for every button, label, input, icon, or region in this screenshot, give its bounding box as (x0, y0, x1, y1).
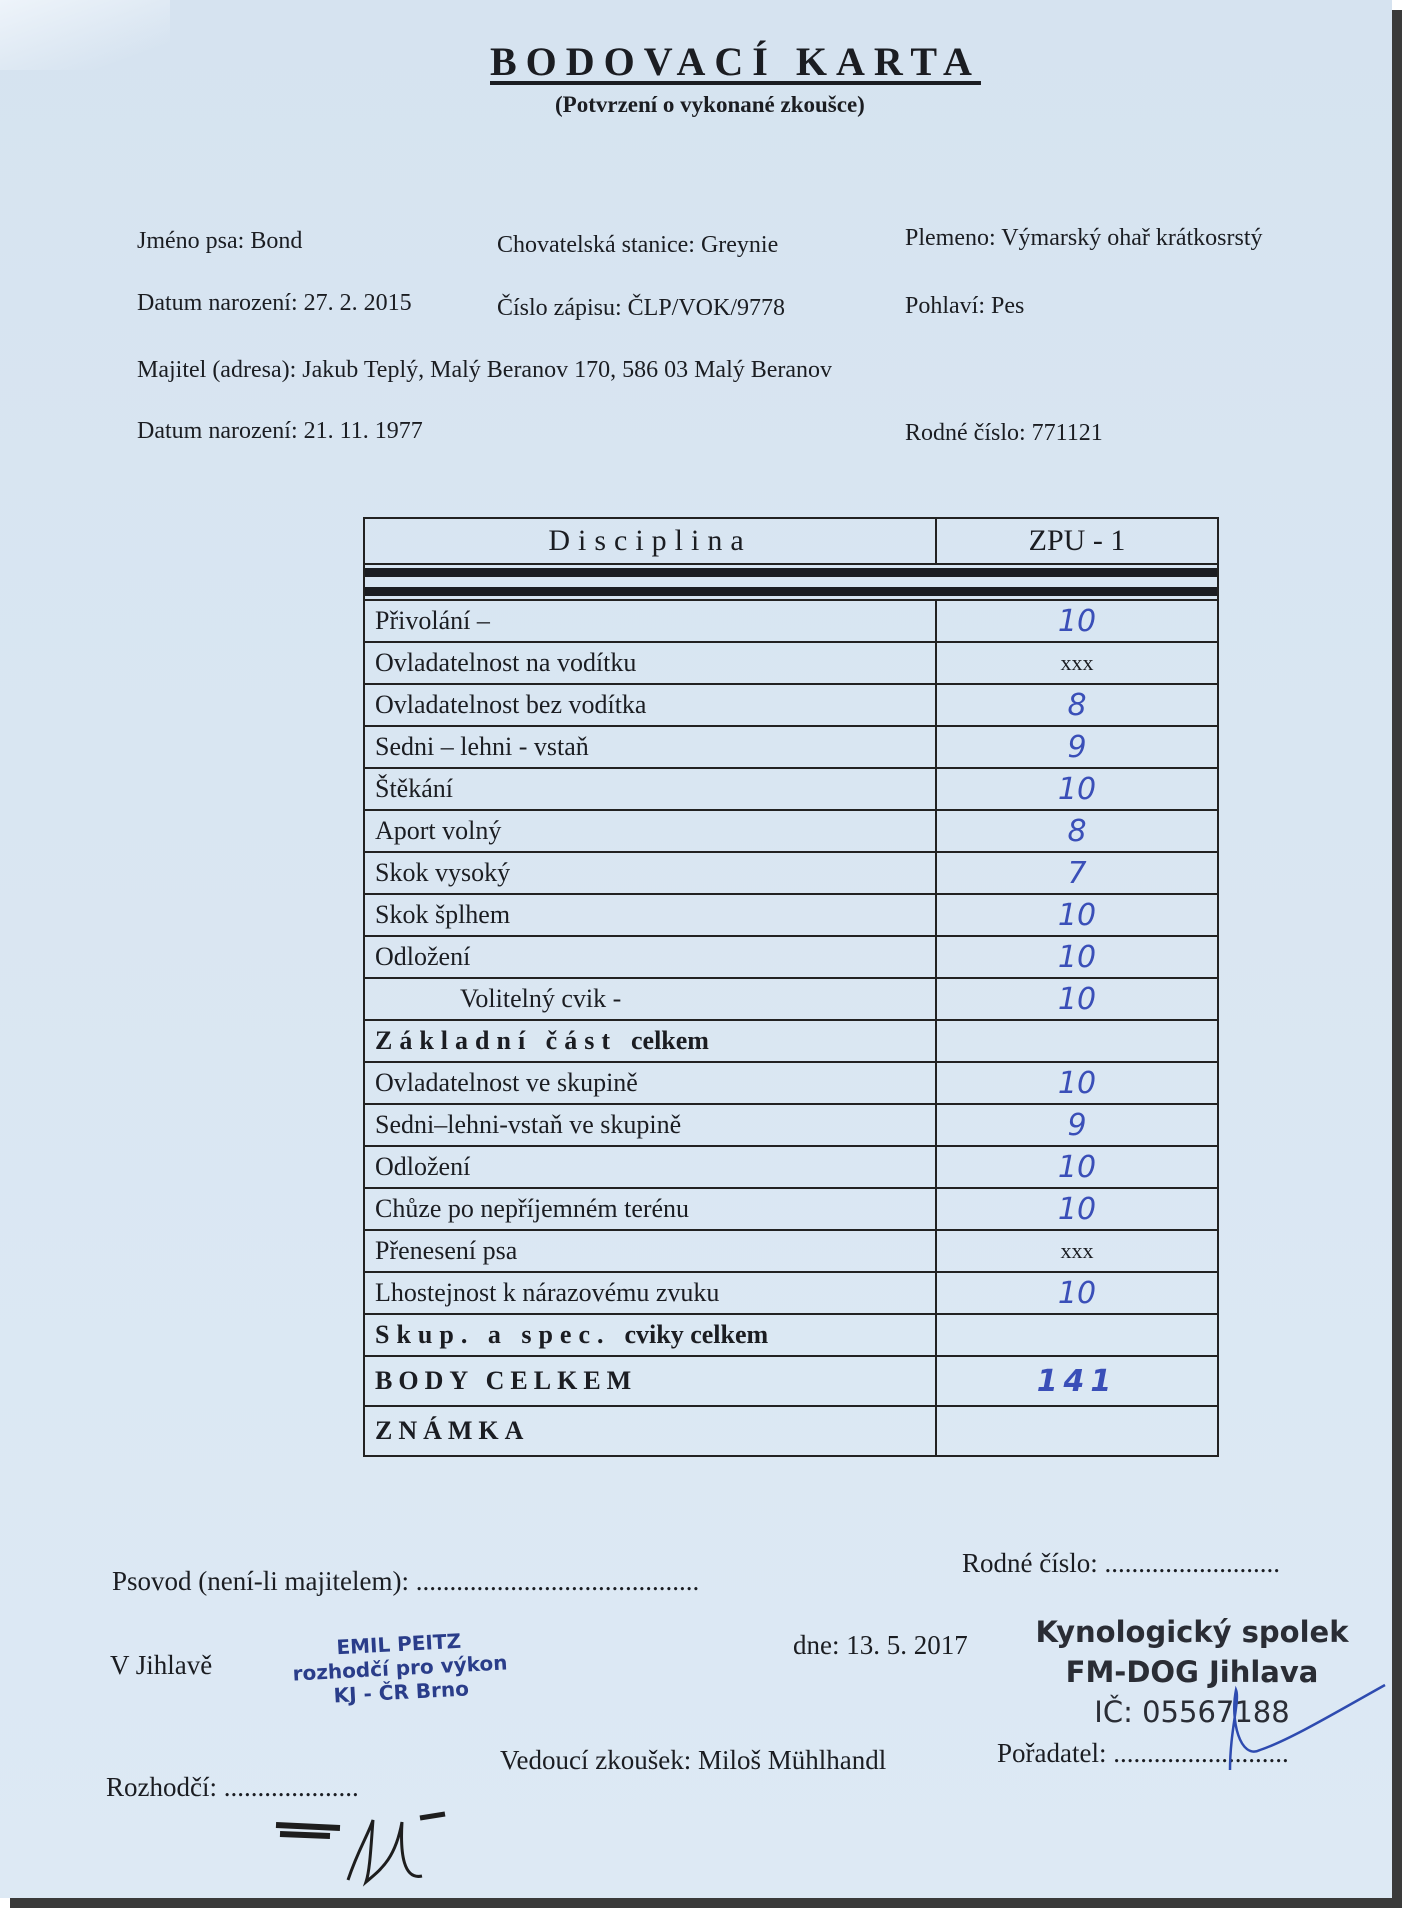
header-discipline: Disciplina (364, 518, 936, 564)
score-value: 9 (936, 1104, 1218, 1146)
exam-leader: Vedoucí zkoušek: Miloš Mühlhandl (500, 1745, 887, 1775)
organizer-line: Pořadatel: .......................... (997, 1738, 1289, 1768)
owner-birth-date: Datum narození: 21. 11. 1977 (137, 418, 423, 444)
table-row (364, 852, 1218, 894)
discipline-label: Chůze po nepříjemném terénu (364, 1188, 936, 1230)
table-row (364, 1406, 1218, 1456)
discipline-label: Skok vysoký (364, 852, 936, 894)
table-row (364, 1356, 1218, 1406)
discipline-label (364, 1020, 936, 1062)
table-row (364, 726, 1218, 768)
handler-line: Psovod (není-li majitelem): .......................................... (112, 1566, 700, 1596)
table-row (364, 1188, 1218, 1230)
table-row (364, 810, 1218, 852)
discipline-label: Štěkání (364, 768, 936, 810)
registration-number: Číslo zápisu: ČLP/VOK/9778 (497, 295, 786, 321)
discipline-label: Sedni–lehni-vstaň ve skupině (364, 1104, 936, 1146)
double-rule-cell (364, 564, 1218, 600)
discipline-label: Lhostejnost k nárazovému zvuku (364, 1272, 936, 1314)
date: dne: 13. 5. 2017 (793, 1630, 968, 1660)
discipline-label: Odložení (364, 936, 936, 978)
discipline-label: ZNÁMKA (364, 1406, 936, 1456)
score-value: 7 (936, 852, 1218, 894)
discipline-label (364, 1314, 936, 1356)
score-value (936, 1314, 1218, 1356)
handler-birth-number: Rodné číslo: .......................... (962, 1548, 1280, 1578)
table-row (364, 1146, 1218, 1188)
discipline-label: Aport volný (364, 810, 936, 852)
table-row (364, 600, 1218, 642)
table-row (364, 1272, 1218, 1314)
discipline-label: Ovladatelnost na vodítku (364, 642, 936, 684)
score-value (936, 1406, 1218, 1456)
breed: Plemeno: Výmarský ohař krátkosrstý (905, 225, 1263, 251)
organizer-stamp-id: IČ: 05567188 (1094, 1695, 1290, 1729)
birth-number: Rodné číslo: 771121 (905, 420, 1103, 446)
discipline-label-spaced: Základní část (375, 1026, 617, 1055)
place: V Jihlavě (110, 1650, 213, 1680)
table-row (364, 894, 1218, 936)
discipline-label-spaced: Skup. a spec. (375, 1320, 611, 1349)
discipline-label: Volitelný cvik - (364, 978, 936, 1020)
judge-stamp-role: rozhodčí pro výkon (292, 1650, 508, 1686)
discipline-label: Přenesení psa (364, 1230, 936, 1272)
table-row (364, 642, 1218, 684)
table-row (364, 978, 1218, 1020)
dog-name: Jméno psa: Bond (137, 228, 303, 254)
score-value: 10 (936, 768, 1218, 810)
score-value: 141 (936, 1356, 1218, 1406)
card-subtitle: (Potvrzení o vykonané zkoušce) (555, 92, 865, 117)
table-row (364, 936, 1218, 978)
organizer-stamp-city: FM-DOG Jihlava (1065, 1655, 1319, 1689)
judge-stamp-name: EMIL PEITZ (335, 1628, 462, 1660)
double-rule (364, 564, 1218, 600)
score-value (936, 1020, 1218, 1062)
discipline-label-rest: celkem (631, 1026, 709, 1055)
score-value: 10 (936, 978, 1218, 1020)
kennel: Chovatelská stanice: Greynie (497, 232, 779, 258)
judge-signature (270, 1800, 490, 1890)
score-value: 10 (936, 1272, 1218, 1314)
score-value: xxx (936, 1230, 1218, 1272)
judge-stamp-club: KJ - ČR Brno (333, 1676, 470, 1708)
score-value: 10 (936, 1062, 1218, 1104)
score-value: 10 (936, 600, 1218, 642)
discipline-label: Ovladatelnost ve skupině (364, 1062, 936, 1104)
table-row (364, 1104, 1218, 1146)
table-row (364, 684, 1218, 726)
table-row (364, 768, 1218, 810)
sex: Pohlaví: Pes (905, 293, 1025, 319)
organizer-signature (1200, 1660, 1392, 1780)
score-value: 10 (936, 1146, 1218, 1188)
score-table (363, 517, 1219, 1457)
score-value: xxx (936, 642, 1218, 684)
table-row (364, 1020, 1218, 1062)
dog-birth-date: Datum narození: 27. 2. 2015 (137, 290, 412, 316)
discipline-label: BODY CELKEM (364, 1356, 936, 1406)
table-header-row (364, 518, 1218, 564)
score-value: 8 (936, 810, 1218, 852)
card-title: BODOVACÍ KARTA (490, 39, 981, 84)
score-value: 10 (936, 894, 1218, 936)
discipline-label: Sedni – lehni - vstaň (364, 726, 936, 768)
score-value: 8 (936, 684, 1218, 726)
table-row (364, 1230, 1218, 1272)
score-value: 10 (936, 936, 1218, 978)
owner-address: Majitel (adresa): Jakub Teplý, Malý Beranov 170, 586 03 Malý Beranov (137, 357, 833, 383)
discipline-label-rest: cviky celkem (624, 1320, 769, 1349)
discipline-label: Odložení (364, 1146, 936, 1188)
discipline-label: Ovladatelnost bez vodítka (364, 684, 936, 726)
table-row (364, 1062, 1218, 1104)
discipline-label: Skok šplhem (364, 894, 936, 936)
discipline-label: Přivolání – (364, 600, 936, 642)
score-value: 9 (936, 726, 1218, 768)
header-exam: ZPU - 1 (936, 518, 1218, 564)
paper-fold (0, 0, 170, 70)
organizer-stamp-name: Kynologický spolek (1035, 1615, 1349, 1649)
score-value: 10 (936, 1188, 1218, 1230)
judge-line: Rozhodčí: .................... (106, 1772, 359, 1802)
table-row (364, 1314, 1218, 1356)
judge-stamp (283, 1626, 516, 1710)
